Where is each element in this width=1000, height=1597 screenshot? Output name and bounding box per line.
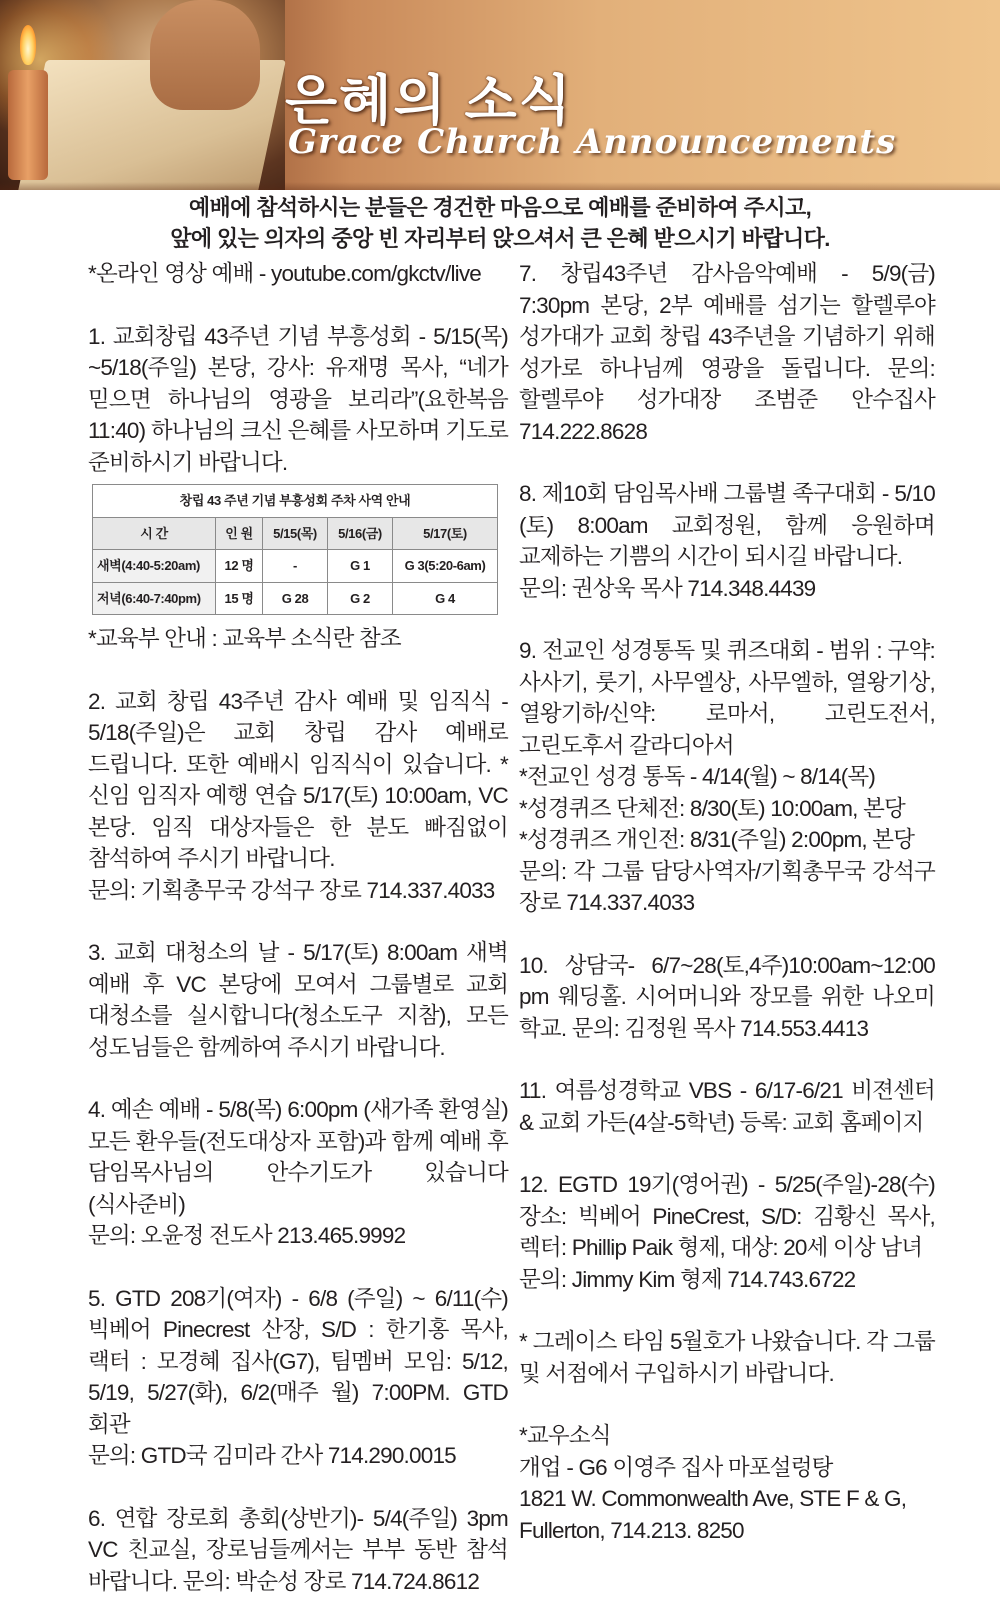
table-cell: 12 명 xyxy=(216,550,263,583)
member-news-line-3: Fullerton, 714.213. 8250 xyxy=(519,1515,935,1547)
right-column xyxy=(519,258,935,1546)
announcement-9-solo-quiz: *성경퀴즈 개인전: 8/31(주일) 2:00pm, 본당 xyxy=(519,824,935,856)
left-column xyxy=(88,258,508,1597)
announcement-9-contact: 문의: 각 그룹 담당사역자/기획총무국 강석구 장로 714.337.4033 xyxy=(519,856,935,919)
table-cell: 저녁(6:40-7:40pm) xyxy=(93,582,216,615)
announcement-2: 2. 교회 창립 43주년 감사 예배 및 임직식 - 5/18(주일)은 교회 창립 감사 예배로 드립니다. 또한 예배시 임직식이 있습니다. *신임 임직자 예행 연습 5/17(토) 10:00am, VC 본당. 임직 대상자들은 한 분도 빠짐없이 참석하여 주시기 바랍니다. xyxy=(88,686,508,875)
announcement-9: 9. 전교인 성경통독 및 퀴즈대회 - 범위 : 구약: 사사기, 룻기, 사무엘상, 사무엘하, 열왕기상, 열왕기하/신약: 로마서, 고린도전서, 고린도후서 갈라디아서 xyxy=(519,635,935,761)
announcement-12: 12. EGTD 19기(영어권) - 5/25(주일)-28(수) 장소: 빅베어 PineCrest, S/D: 김황신 목사, 렉터: Phillip Paik 형제, 대상: 20세 이상 남녀 xyxy=(519,1169,935,1264)
table-cell: - xyxy=(263,550,328,583)
header-banner xyxy=(0,0,1000,190)
announcement-1: 1. 교회창립 43주년 기념 부흥성회 - 5/15(목) ~5/18(주일) 본당, 강사: 유재명 목사, “네가 믿으면 하나님의 영광을 보리라”(요한복음 11:40) 하나님의 크신 은혜를 사모하며 기도로 준비하시기 바랍니다. xyxy=(88,321,508,479)
candle-flame-icon xyxy=(20,25,36,65)
table-row xyxy=(93,582,498,615)
page-title-english: Grace Church Announcements xyxy=(288,122,896,162)
announcement-12-contact: 문의: Jimmy Kim 형제 714.743.6722 xyxy=(519,1264,935,1296)
praying-hands-image xyxy=(150,0,260,110)
online-worship: *온라인 영상 예배 - youtube.com/gkctv/live xyxy=(88,258,508,290)
announcement-11: 11. 여름성경학교 VBS - 6/17-6/21 비젼센터 & 교회 가든(4살-5학년) 등록: 교회 홈페이지 xyxy=(519,1075,935,1138)
table-header: 5/15(목) xyxy=(263,517,328,550)
member-news-title: *교우소식 xyxy=(519,1420,935,1452)
announcement-7: 7. 창립43주년 감사음악예배 - 5/9(금) 7:30pm 본당, 2부 예배를 섬기는 할렐루야 성가대가 교회 창립 43주년을 기념하기 위해 성가로 하나님께 영광을 돌립니다. 문의: 할렐루야 성가대장 조범준 안수집사 714.222.8628 xyxy=(519,258,935,447)
table-row xyxy=(93,550,498,583)
table-cell: G 1 xyxy=(328,550,393,583)
table-header: 인 원 xyxy=(216,517,263,550)
announcement-9-read: *전교인 성경 통독 - 4/14(월) ~ 8/14(목) xyxy=(519,761,935,793)
intro-line-2: 앞에 있는 의자의 중앙 빈 자리부터 앉으셔서 큰 은혜 받으시기 바랍니다. xyxy=(0,223,1000,254)
announcement-9-team-quiz: *성경퀴즈 단체전: 8/30(토) 10:00am, 본당 xyxy=(519,793,935,825)
table-cell: G 4 xyxy=(393,582,498,615)
table-cell: G 2 xyxy=(328,582,393,615)
announcement-8-contact: 문의: 권상욱 목사 714.348.4439 xyxy=(519,573,935,605)
announcement-10: 10. 상담국- 6/7~28(토,4주)10:00am~12:00 pm 웨딩홀. 시어머니와 장모를 위한 나오미 학교. 문의: 김정원 목사 714.553.4413 xyxy=(519,950,935,1045)
announcement-6: 6. 연합 장로회 총회(상반기)- 5/4(주일) 3pm VC 친교실, 장로님들께서는 부부 동반 참석 바랍니다. 문의: 박순성 장로 714.724.8612 xyxy=(88,1503,508,1597)
announcement-2-contact: 문의: 기획총무국 강석구 장로 714.337.4033 xyxy=(88,875,508,907)
member-news-line-2: 1821 W. Commonwealth Ave, STE F & G, xyxy=(519,1483,935,1515)
page-title-korean: 은혜의 소식 xyxy=(285,58,573,135)
announcement-5: 5. GTD 208기(여자) - 6/8 (주일) ~ 6/11(수) 빅베어 Pinecrest 산장, S/D : 한기홍 목사, 랙터 : 모경혜 집사(G7), 팀멤버 모임: 5/12, 5/19, 5/27(화), 6/2(매주 월) 7:00PM. GTD 회관 xyxy=(88,1283,508,1441)
intro-notice xyxy=(0,192,1000,254)
announcement-3: 3. 교회 대청소의 날 - 5/17(토) 8:00am 새벽 예배 후 VC 본당에 모여서 그룹별로 교회 대청소를 실시합니다(청소도구 지참), 모든 성도님들은 함께하여 주시기 바랍니다. xyxy=(88,937,508,1063)
table-cell: 새벽(4:40-5:20am) xyxy=(93,550,216,583)
intro-line-1: 예배에 참석하시는 분들은 경건한 마음으로 예배를 준비하여 주시고, xyxy=(0,192,1000,223)
candle-image xyxy=(8,70,48,180)
prayer-candle-photo xyxy=(0,0,285,190)
education-notice: *교육부 안내 : 교육부 소식란 참조 xyxy=(88,623,508,655)
table-header: 5/17(토) xyxy=(393,517,498,550)
table-header-row xyxy=(93,517,498,550)
member-news-line-1: 개업 - G6 이영주 집사 마포설렁탕 xyxy=(519,1452,935,1484)
announcement-4: 4. 예손 예배 - 5/8(목) 6:00pm (새가족 환영실) 모든 환우들(전도대상자 포함)과 함께 예배 후 담임목사님의 안수기도가 있습니다(식사준비) xyxy=(88,1094,508,1220)
table-cell: G 28 xyxy=(263,582,328,615)
announcement-5-contact: 문의: GTD국 김미라 간사 714.290.0015 xyxy=(88,1440,508,1472)
table-header: 시 간 xyxy=(93,517,216,550)
revival-schedule-table xyxy=(92,484,498,615)
table-cell: 15 명 xyxy=(216,582,263,615)
grace-time-notice: * 그레이스 타임 5월호가 나왔습니다. 각 그룹 및 서점에서 구입하시기 바랍니다. xyxy=(519,1326,935,1389)
table-caption: 창립 43 주년 기념 부흥성회 주차 사역 안내 xyxy=(93,485,498,518)
header-shadow xyxy=(0,182,1000,190)
table-header: 5/16(금) xyxy=(328,517,393,550)
announcement-4-contact: 문의: 오윤정 전도사 213.465.9992 xyxy=(88,1220,508,1252)
table-cell: G 3(5:20-6am) xyxy=(393,550,498,583)
announcement-8: 8. 제10회 담임목사배 그룹별 족구대회 - 5/10 (토) 8:00am 교회정원, 함께 응원하며 교제하는 기쁨의 시간이 되시길 바랍니다. xyxy=(519,478,935,573)
